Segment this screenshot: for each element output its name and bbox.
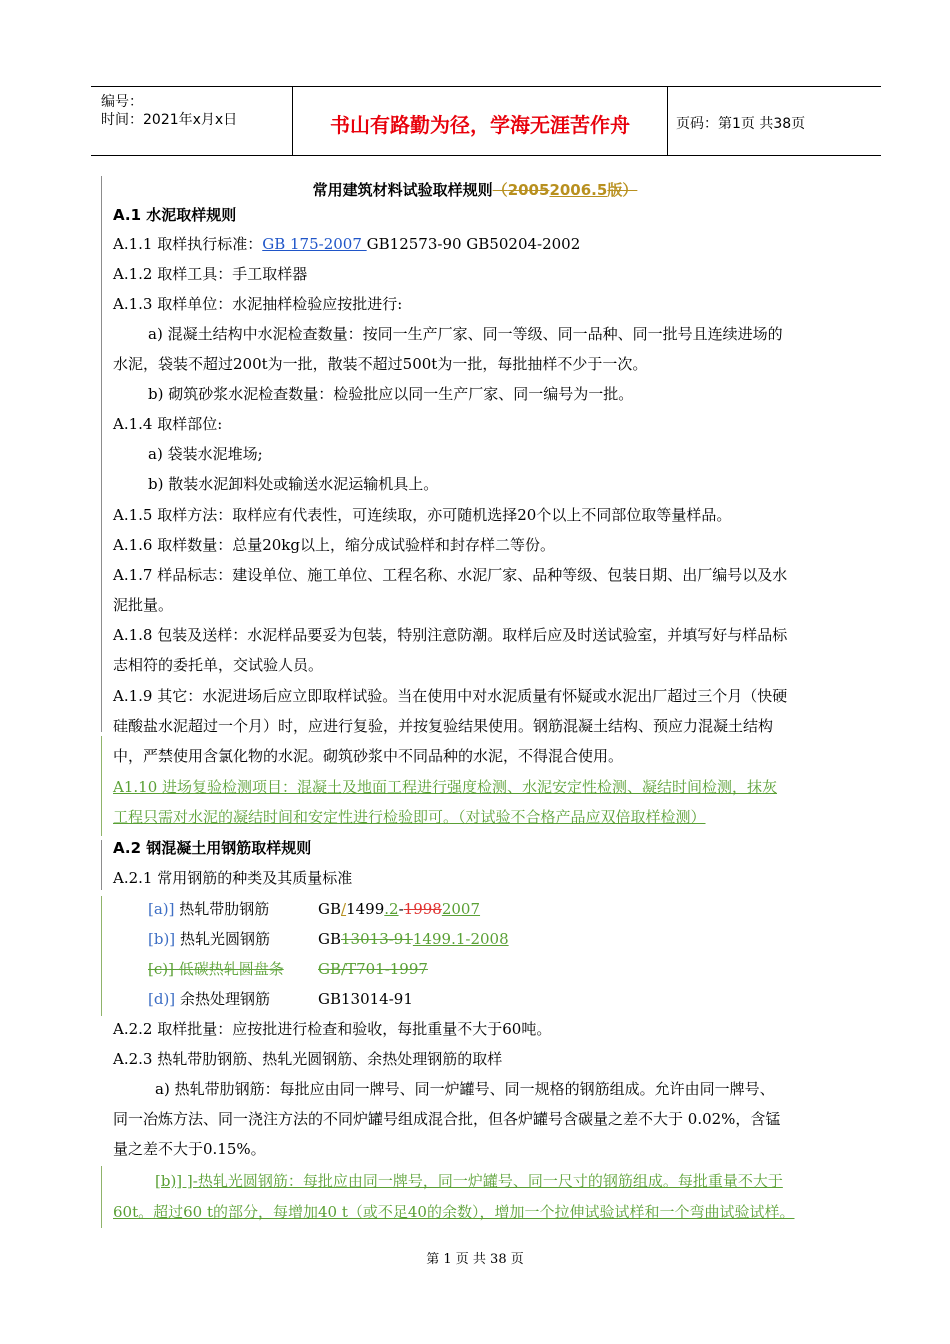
rebar-standard-d: GB13014-91 (318, 990, 413, 1008)
paragraph-a118-1: A.1.8 包装及送样：水泥样品要妥为包装，特别注意防潮。取样后应及时送试验室，并填写好与样品标 (113, 626, 788, 644)
rebar-row-c-deleted: [c)] 低碳热轧圆盘条 (148, 960, 284, 978)
title-text: 常用建筑材料试验取样规则 (312, 181, 493, 199)
paragraph-a223a-1: a) 热轧带肋钢筋：每批应由同一牌号、同一炉罐号、同一规格的钢筋组成。允许由同一牌号、 (155, 1080, 775, 1098)
std-insert: / (341, 900, 347, 918)
paragraph-a221: A.2.1 常用钢筋的种类及其质量标准 (113, 869, 353, 887)
change-bar-green (101, 896, 102, 1016)
list-label: [b)] (148, 930, 176, 948)
paragraph-a118-2: 志相符的委托单，交试验人员。 (113, 656, 324, 674)
inserted-paragraph-a1110-1: A1.10 进场复验检测项目：混凝土及地面工程进行强度检测、水泥安定性检测、凝结时间检测，抹灰 (113, 778, 778, 796)
rebar-name: 余热处理钢筋 (175, 990, 270, 1008)
paragraph-a113a-1: a) 混凝土结构中水泥检查数量：按同一生产厂家、同一等级、同一品种、同一批号且连续进场的 (148, 325, 783, 343)
change-bar (101, 176, 102, 732)
section-heading-a1: A.1 水泥取样规则 (113, 206, 237, 224)
std-number: 1499 (346, 900, 385, 918)
std-deleted: 13013-91 (341, 930, 413, 948)
header-page-cell (668, 87, 881, 155)
std-prefix: GB (318, 900, 342, 918)
header-info-cell (91, 87, 293, 155)
change-bar-green (101, 736, 102, 836)
inserted-paragraph-a223b-1: [b)] ]-热轧光圆钢筋：每批应由同一牌号，同一炉罐号、同一尺寸的钢筋组成。每批重量不大于 (155, 1172, 783, 1190)
rebar-row-b (148, 929, 270, 949)
title-deleted-suffix: 版） (607, 181, 638, 199)
paragraph-a119-3: 中，严禁使用含氯化物的水泥。砌筑砂浆中不同品种的水泥，不得混合使用。 (113, 747, 624, 765)
standard-link[interactable]: GB 175-2007 (262, 235, 367, 253)
document-title (0, 180, 950, 200)
change-bar (101, 840, 102, 890)
rebar-standard-c-deleted: GB/T701-1997 (318, 960, 428, 978)
list-label: [a)] (148, 900, 175, 918)
std-inserted-year: 2007 (441, 900, 481, 918)
paragraph-a223a-2: 同一冶炼方法、同一浇注方法的不同炉罐号组成混合批，但各炉罐号含碳量之差不大于 0.02%，含锰 (113, 1110, 781, 1128)
paragraph-a116: A.1.6 取样数量：总量20kg以上，缩分成试验样和封存样二等份。 (113, 536, 556, 554)
inserted-paragraph-a223b-2: 60t。超过60 t的部分，每增加40 t（或不足40的余数），增加一个拉伸试验试样和一个弯曲试验试样。 (113, 1203, 795, 1221)
paragraph-a111 (113, 234, 580, 254)
std-deleted-year: 1998 (403, 900, 442, 918)
title-edited-version: 2006.5 (549, 181, 608, 199)
paragraph-a114: A.1.4 取样部位: (113, 415, 223, 433)
std-dash: - (398, 900, 404, 918)
rebar-standard-b (318, 929, 509, 949)
document-time-label: 时间：2021年x月x日 (101, 112, 238, 128)
header-motto: 书山有路勤为径，学海无涯苦作舟 (330, 113, 630, 137)
title-deleted-year: 2005 (507, 181, 550, 199)
a111-prefix: A.1.1 取样执行标准： (113, 235, 263, 253)
header-page-label: 页码：第1页 共38页 (676, 116, 806, 132)
document-number-label: 编号： (101, 94, 143, 110)
std-inserted: 1499.1-2008 (412, 930, 509, 948)
paragraph-a119-1: A.1.9 其它：水泥进场后应立即取样试验。当在使用中对水泥质量有怀疑或水泥出厂超过三个月（快硬 (113, 687, 788, 705)
std-insert: .2 (384, 900, 399, 918)
paragraph-a117-1: A.1.7 样品标志：建设单位、施工单位、工程名称、水泥厂家、品种等级、包装日期、出厂编号以及水 (113, 566, 788, 584)
header-motto-cell (293, 87, 668, 155)
list-label: [d)] (148, 990, 176, 1008)
change-bar-green (101, 1166, 102, 1228)
title-deleted-bracket: （ (492, 181, 508, 199)
page-footer: 第 1 页 共 38 页 (426, 1252, 524, 1267)
paragraph-a223a-3: 量之差不大于0.15%。 (113, 1140, 266, 1158)
paragraph-a112: A.1.2 取样工具：手工取样器 (113, 265, 308, 283)
paragraph-a114b: b) 散装水泥卸料处或输送水泥运输机具上。 (148, 475, 439, 493)
paragraph-a119-2: 硅酸盐水泥超过一个月）时，应进行复验，并按复验结果使用。钢筋混凝土结构、预应力混凝土结构 (113, 717, 774, 735)
paragraph-a113b: b) 砌筑砂浆水泥检查数量：检验批应以同一生产厂家、同一编号为一批。 (148, 385, 634, 403)
rebar-row-d (148, 989, 270, 1009)
rebar-standard-a (318, 899, 480, 919)
std-prefix: GB (318, 930, 342, 948)
rebar-row-a (148, 899, 269, 919)
page-header (91, 86, 881, 156)
paragraph-a113a-2: 水泥，袋装不超过200t为一批，散装不超过500t为一批，每批抽样不少于一次。 (113, 355, 648, 373)
rebar-name: 热轧带肋钢筋 (174, 900, 270, 918)
inserted-paragraph-a1110-2: 工程只需对水泥的凝结时间和安定性进行检验即可。（对试验不合格产品应双倍取样检测） (113, 808, 706, 826)
rebar-name: 热轧光圆钢筋 (175, 930, 270, 948)
paragraph-a117-2: 泥批量。 (113, 596, 174, 614)
paragraph-a115: A.1.5 取样方法：取样应有代表性，可连续取，亦可随机选择20个以上不同部位取等量样品。 (113, 506, 732, 524)
paragraph-a222: A.2.2 取样批量：应按批进行检查和验收，每批重量不大于60吨。 (113, 1020, 552, 1038)
paragraph-a114a: a) 袋装水泥堆场; (148, 445, 263, 463)
paragraph-a113: A.1.3 取样单位：水泥抽样检验应按批进行: (113, 295, 403, 313)
section-heading-a2: A.2 钢混凝土用钢筋取样规则 (113, 839, 312, 857)
a111-rest: GB12573-90 GB50204-2002 (366, 235, 581, 253)
paragraph-a223: A.2.3 热轧带肋钢筋、热轧光圆钢筋、余热处理钢筋的取样 (113, 1050, 503, 1068)
